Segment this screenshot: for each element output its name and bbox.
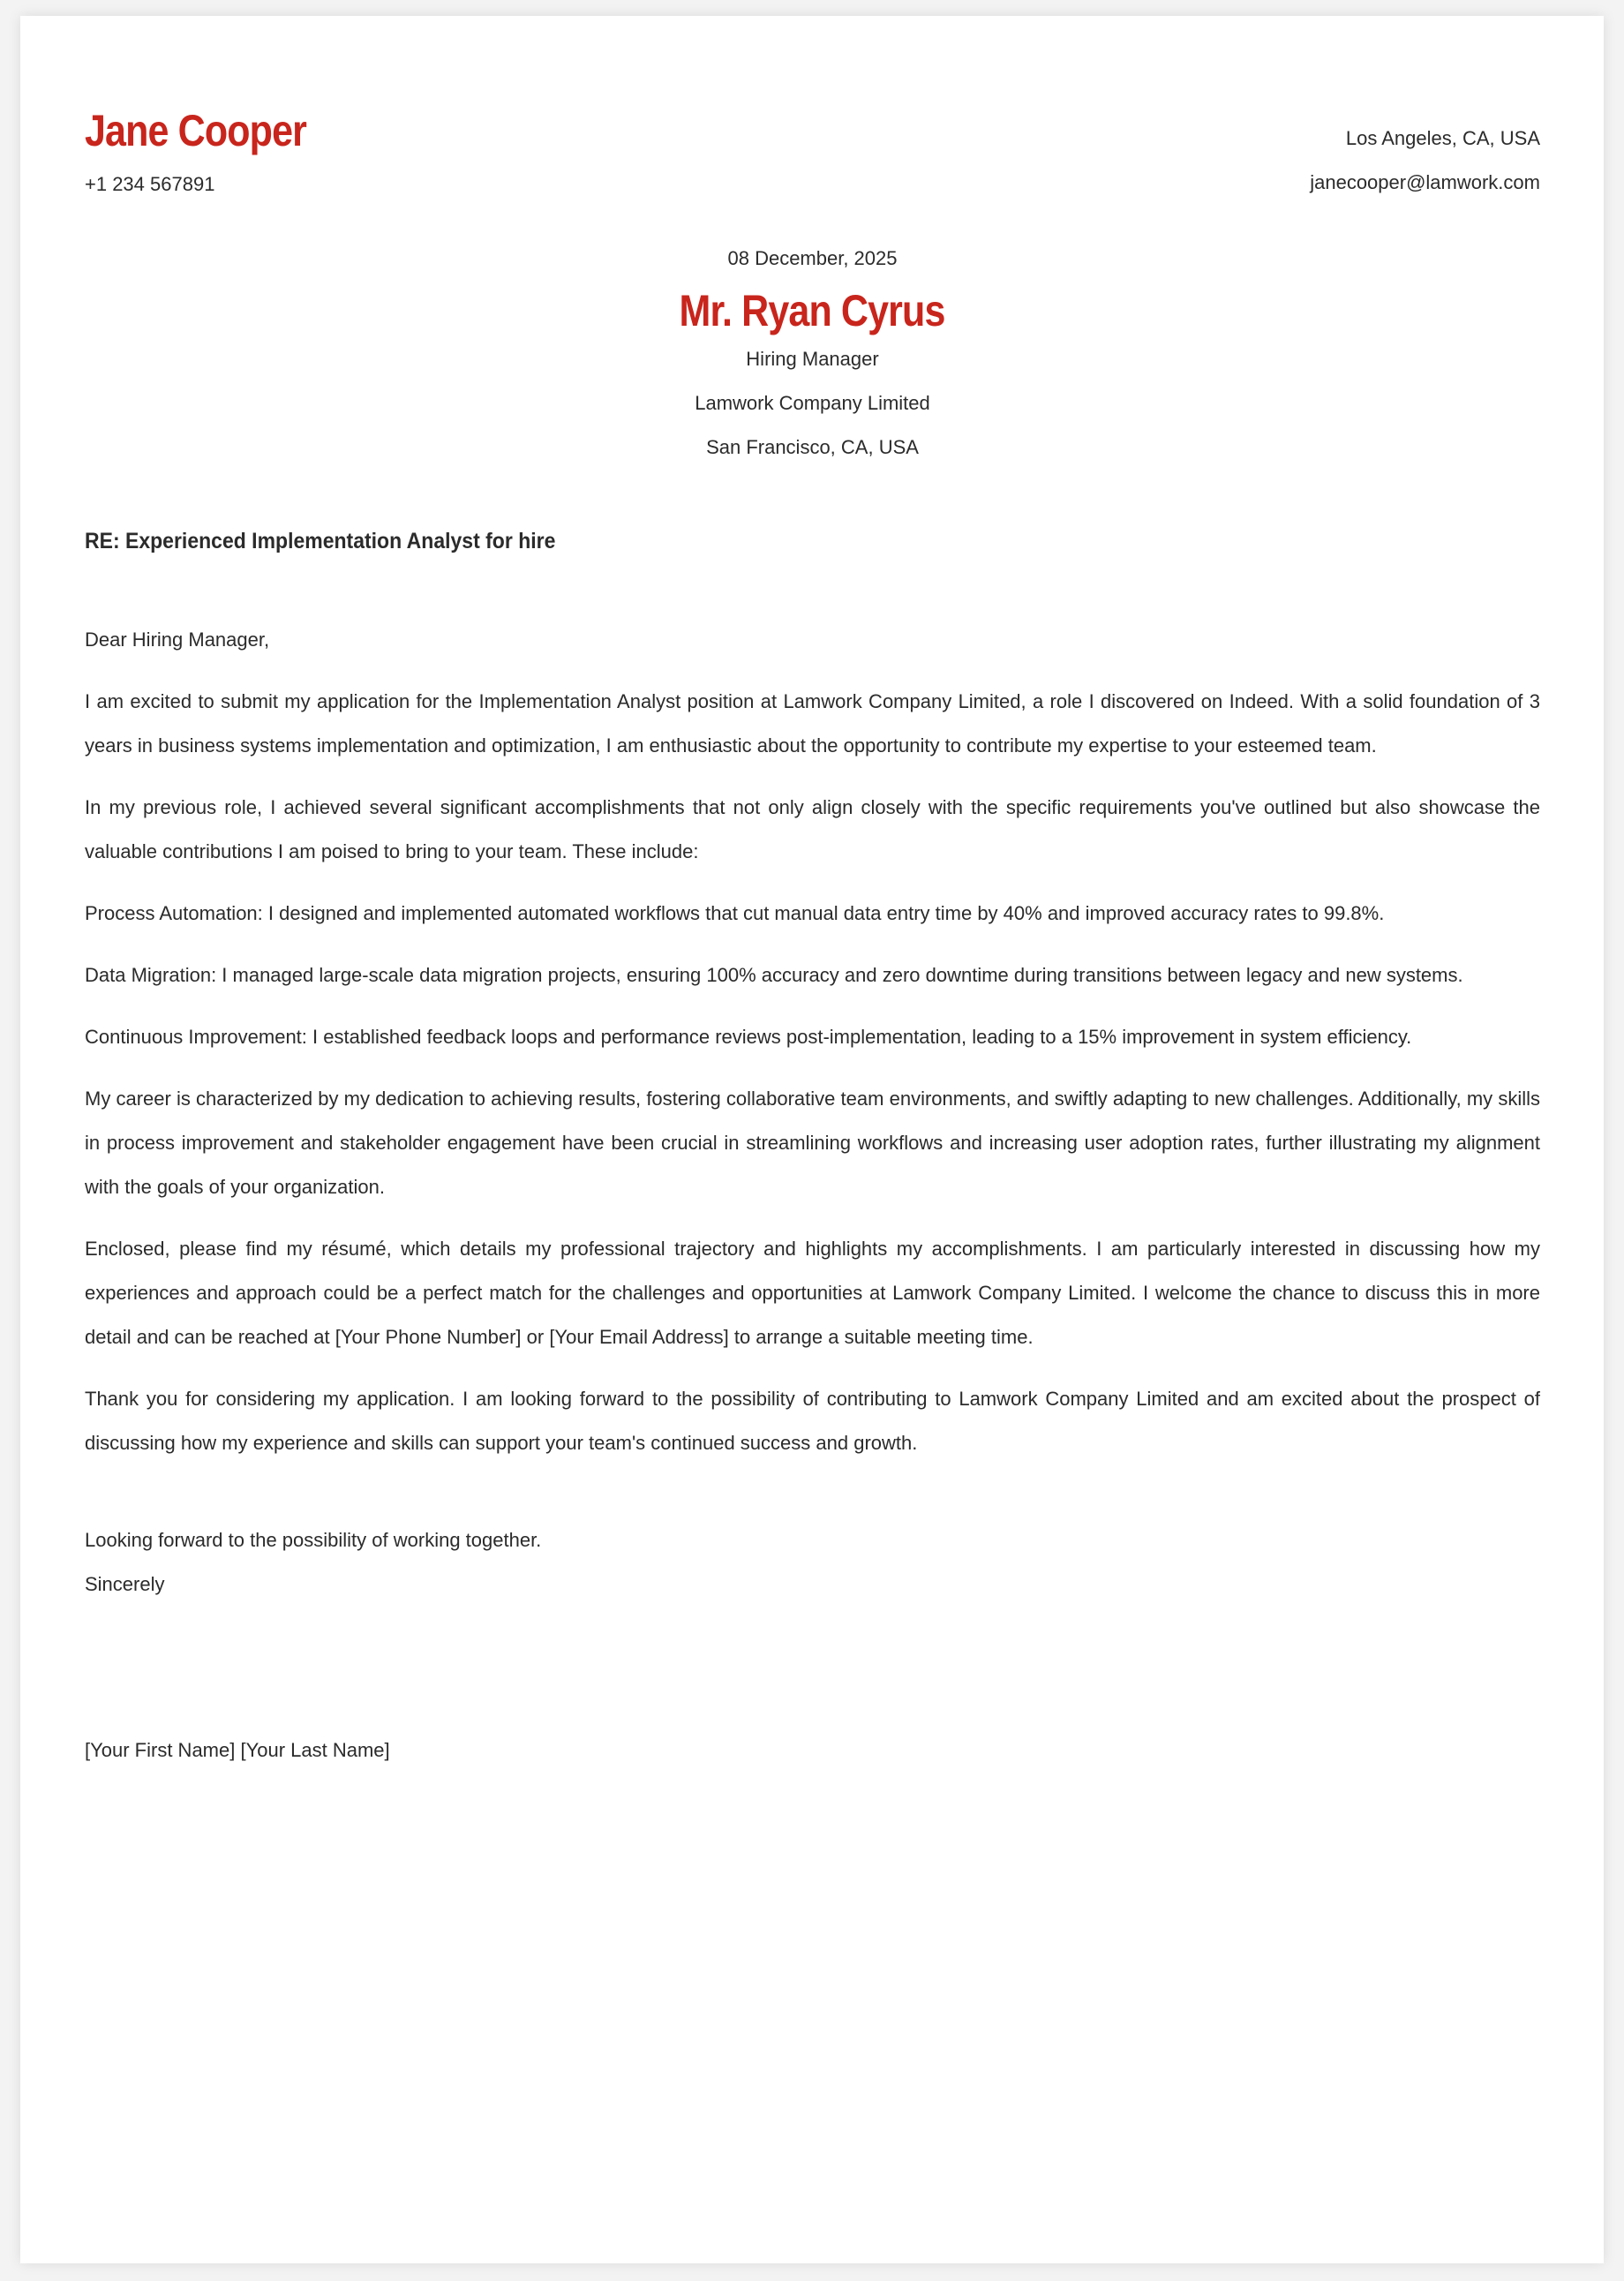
body-paragraph: Data Migration: I managed large-scale data migration projects, ensuring 100% accuracy and zero downtime during transitions between legacy and new systems. (85, 963, 1463, 986)
closing-signoff: Sincerely (85, 1572, 165, 1595)
recipient-location: San Francisco, CA, USA (706, 435, 919, 458)
body-paragraph: In my previous role, I achieved several significant accomplishments that not only align closely with the specific requirements you've outlined but also showcase the valuable contributions I am poised to bring to your team. These include: (85, 795, 1540, 862)
letter-subject: RE: Experienced Implementation Analyst for hire (85, 528, 556, 553)
body-paragraph: Enclosed, please find my résumé, which details my professional trajectory and highlights my accomplishments. I am particularly interested in discussing how my experiences and approach could be a perfect match for the challenges and opportunities at Lamwork Company Limited. I welcome the chance to discuss this in more detail and can be reached at [Your Phone Number] or [Your Email Address] to arrange a suitable meeting time. (85, 1237, 1540, 1348)
sender-name: Jane Cooper (85, 106, 306, 155)
recipient-title: Hiring Manager (746, 347, 879, 370)
salutation: Dear Hiring Manager, (85, 628, 270, 651)
letter-date: 08 December, 2025 (727, 247, 898, 269)
recipient-company: Lamwork Company Limited (695, 391, 930, 414)
letter-header (85, 16, 1540, 201)
sender-location: Los Angeles, CA, USA (1345, 127, 1540, 149)
sender-phone: +1 234 567891 (85, 173, 215, 195)
recipient-name: Mr. Ryan Cyrus (679, 286, 945, 336)
body-paragraph: Continuous Improvement: I established feedback loops and performance reviews post-implementation, leading to a 15% improvement in system efficiency. (85, 1025, 1412, 1048)
body-paragraph: My career is characterized by my dedication to achieving results, fostering collaborative team environments, and swiftly adapting to new challenges. Additionally, my skills in process improvement and stakeholder engagement have been crucial in streamlining workflows and increasing user adoption rates, further illustrating my alignment with the goals of your organization. (85, 1087, 1540, 1198)
body-paragraph: Process Automation: I designed and implemented automated workflows that cut manual data entry time by 40% and improved accuracy rates to 99.8%. (85, 901, 1385, 924)
sender-email: janecooper@lamwork.com (1310, 171, 1540, 193)
closing-line: Looking forward to the possibility of working together. (85, 1528, 542, 1551)
letter-page (20, 16, 1604, 2263)
body-paragraph: I am excited to submit my application for the Implementation Analyst position at Lamwork Company Limited, a role I discovered on Indeed. With a solid foundation of 3 years in business systems implementation and optimization, I am enthusiastic about the opportunity to contribute my expertise to your esteemed team. (85, 689, 1540, 757)
closing-block (85, 1518, 1540, 1607)
body-paragraph: Thank you for considering my application. I am looking forward to the possibility of contributing to Lamwork Company Limited and am excited about the prospect of discussing how my experience and skills can support your team's continued success and growth. (85, 1387, 1540, 1454)
signature-name: [Your First Name] [Your Last Name] (85, 1738, 390, 1761)
recipient-block (85, 247, 1540, 470)
letter-body (85, 618, 1540, 1465)
